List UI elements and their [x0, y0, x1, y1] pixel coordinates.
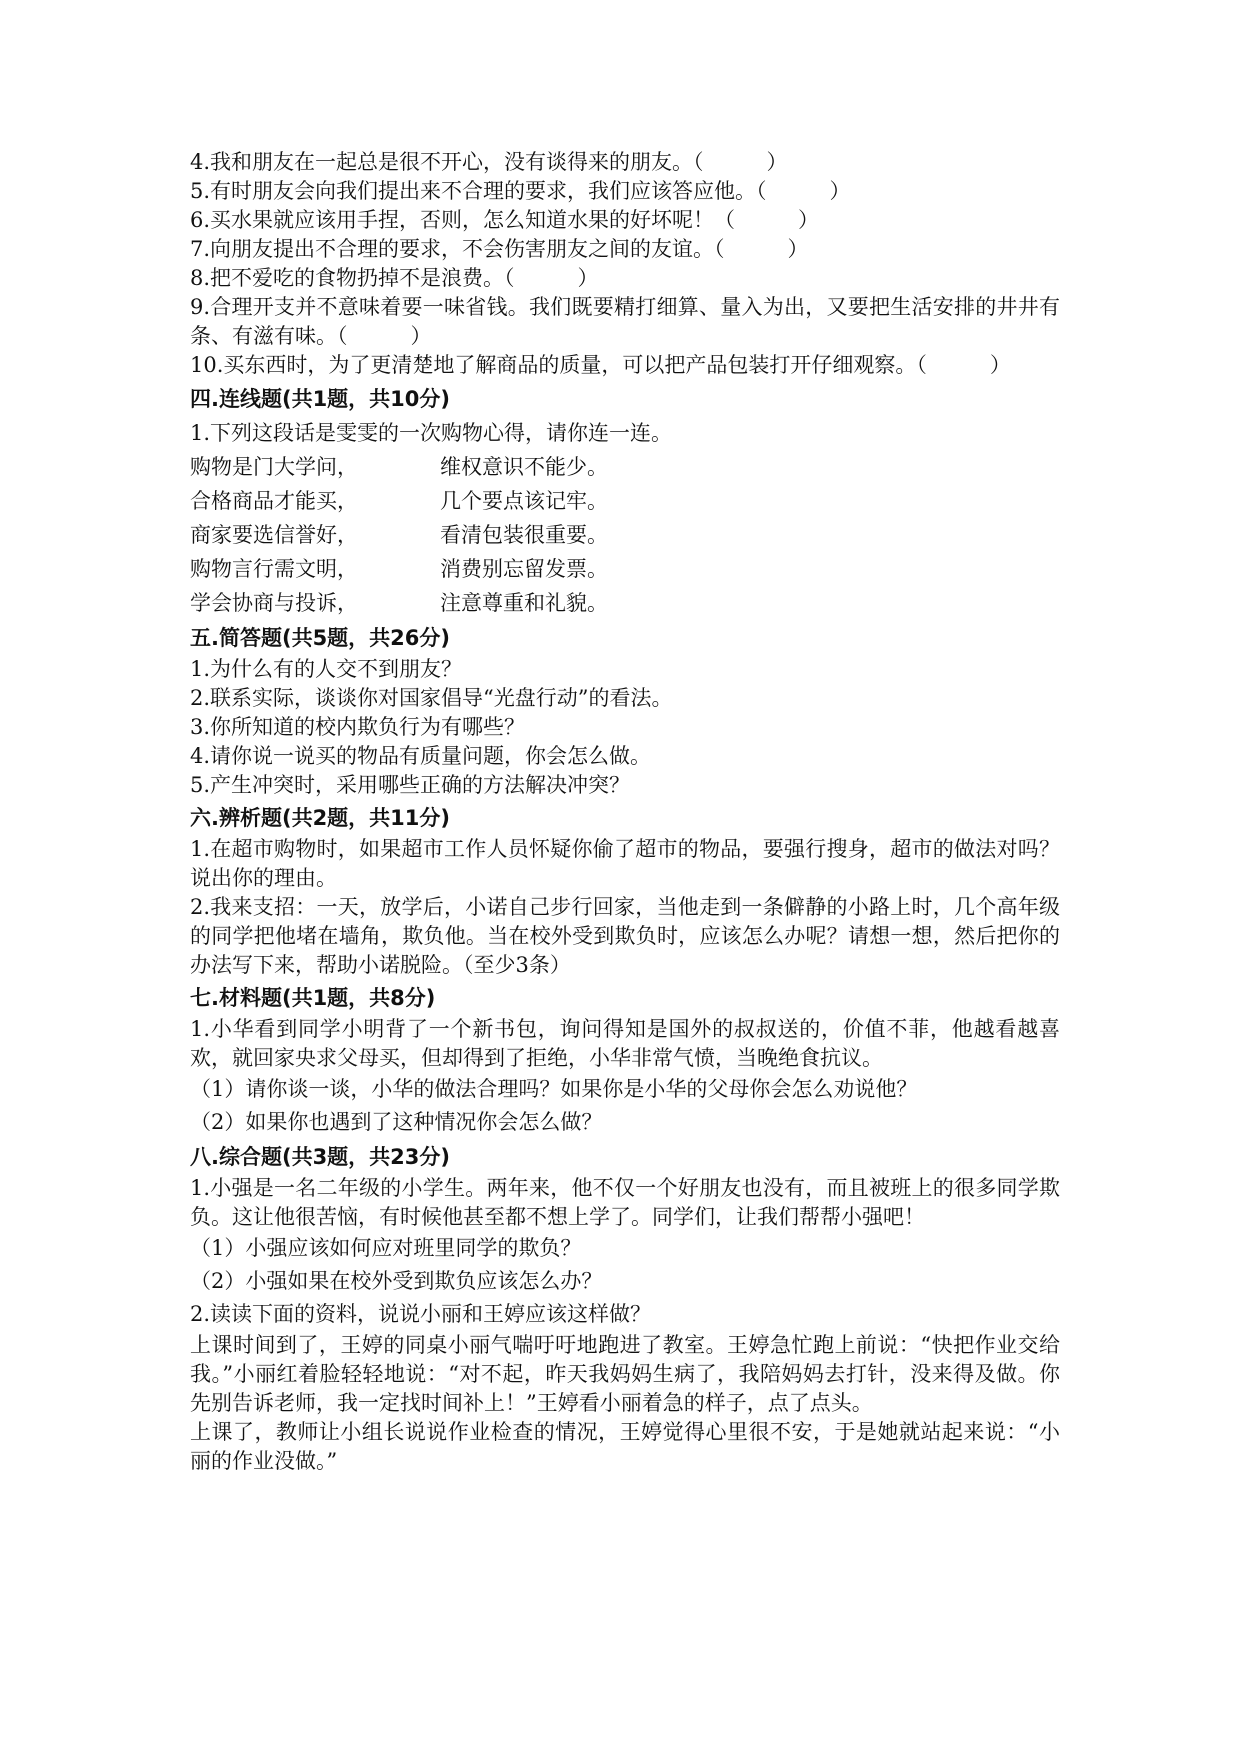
judgment-question-8: 8.把不爱吃的食物扔掉不是浪费。（ ） [190, 266, 599, 290]
matching-right-item: 看清包装很重要。 [440, 523, 608, 547]
judgment-question-4: 4.我和朋友在一起总是很不开心，没有谈得来的朋友。（ ） [190, 150, 788, 174]
judgment-question-7: 7.向朋友提出不合理的要求，不会伤害朋友之间的友谊。（ ） [190, 237, 809, 261]
matching-right-item: 几个要点该记牢。 [440, 489, 608, 513]
matching-left-item: 购物是门大学问， [190, 455, 358, 479]
analysis-question-1: 1.在超市购物时，如果超市工作人员怀疑你偷了超市的物品，要强行搜身，超市的做法对吗？说出你的理由。 [190, 837, 1060, 890]
section-heading-short-answer: 五.简答题(共5题，共26分) [190, 626, 451, 650]
matching-row [190, 518, 1060, 552]
material-sub-question-2: （2）如果你也遇到了这种情况你会怎么做？ [190, 1110, 603, 1134]
matching-row [190, 450, 1060, 484]
section-heading-matching: 四.连线题(共1题，共10分) [190, 387, 451, 411]
reading-paragraph-1: 上课时间到了，王婷的同桌小丽气喘吁吁地跑进了教室。王婷急忙跑上前说：“快把作业交给我。”小丽红着脸轻轻地说：“对不起，昨天我妈妈生病了，我陪妈妈去打针，没来得及做。你先别告诉老师，我一定找时间补上！”王婷看小丽着急的样子，点了点头。 [190, 1333, 1060, 1415]
short-answer-question-2: 2.联系实际，谈谈你对国家倡导“光盘行动”的看法。 [190, 686, 673, 710]
matching-left-item: 购物言行需文明， [190, 557, 358, 581]
matching-left-item: 商家要选信誉好， [190, 523, 358, 547]
matching-pairs [190, 450, 1060, 620]
judgment-question-9: 9.合理开支并不意味着要一味省钱。我们既要精打细算、量入为出，又要把生活安排的井井有条、有滋有味。（ ） [190, 295, 1060, 348]
section-heading-material: 七.材料题(共1题，共8分) [190, 986, 436, 1010]
matching-left-item: 学会协商与投诉， [190, 591, 358, 615]
short-answer-question-3: 3.你所知道的校内欺负行为有哪些？ [190, 715, 526, 739]
matching-row [190, 552, 1060, 586]
matching-right-item: 消费别忘留发票。 [440, 557, 608, 581]
reading-paragraph-2: 上课了，教师让小组长说说作业检查的情况，王婷觉得心里很不安，于是她就站起来说：“小丽的作业没做。” [190, 1420, 1060, 1473]
matching-left-item: 合格商品才能买， [190, 489, 358, 513]
comprehensive-sub-question-2: （2）小强如果在校外受到欺负应该怎么办？ [190, 1269, 603, 1293]
analysis-question-2: 2.我来支招：一天，放学后，小诺自己步行回家，当他走到一条僻静的小路上时，几个高年级的同学把他堵在墙角，欺负他。当在校外受到欺负时，应该怎么办呢？请想一想，然后把你的办法写下来，帮助小诺脱险。（至少3条） [190, 895, 1060, 977]
short-answer-question-1: 1.为什么有的人交不到朋友？ [190, 657, 463, 681]
comprehensive-sub-question-1: （1）小强应该如何应对班里同学的欺负？ [190, 1236, 582, 1260]
material-sub-question-1: （1）请你谈一谈，小华的做法合理吗？如果你是小华的父母你会怎么劝说他？ [190, 1077, 918, 1101]
section-heading-comprehensive: 八.综合题(共3题，共23分) [190, 1145, 451, 1169]
material-question-1: 1.小华看到同学小明背了一个新书包，询问得知是国外的叔叔送的，价值不菲，他越看越喜欢，就回家央求父母买，但却得到了拒绝，小华非常气愤，当晚绝食抗议。 [190, 1017, 1060, 1070]
matching-row [190, 586, 1060, 620]
short-answer-question-5: 5.产生冲突时，采用哪些正确的方法解决冲突？ [190, 773, 631, 797]
short-answer-question-4: 4.请你说一说买的物品有质量问题，你会怎么做。 [190, 744, 652, 768]
matching-question-1: 1.下列这段话是雯雯的一次购物心得，请你连一连。 [190, 421, 673, 445]
comprehensive-question-2: 2.读读下面的资料，说说小丽和王婷应该这样做？ [190, 1302, 652, 1326]
matching-row [190, 484, 1060, 518]
section-heading-analysis: 六.辨析题(共2题，共11分) [190, 806, 451, 830]
comprehensive-question-1: 1.小强是一名二年级的小学生。两年来，他不仅一个好朋友也没有，而且被班上的很多同学欺负。这让他很苦恼，有时候他甚至都不想上学了。同学们，让我们帮帮小强吧！ [190, 1176, 1060, 1229]
judgment-question-10: 10.买东西时，为了更清楚地了解商品的质量，可以把产品包装打开仔细观察。（ ） [190, 353, 1011, 377]
judgment-question-5: 5.有时朋友会向我们提出来不合理的要求，我们应该答应他。（ ） [190, 179, 851, 203]
matching-right-item: 注意尊重和礼貌。 [440, 591, 608, 615]
matching-right-item: 维权意识不能少。 [440, 455, 608, 479]
judgment-question-6: 6.买水果就应该用手捏，否则，怎么知道水果的好坏呢！（ ） [190, 208, 820, 232]
document-page [190, 148, 1060, 1476]
